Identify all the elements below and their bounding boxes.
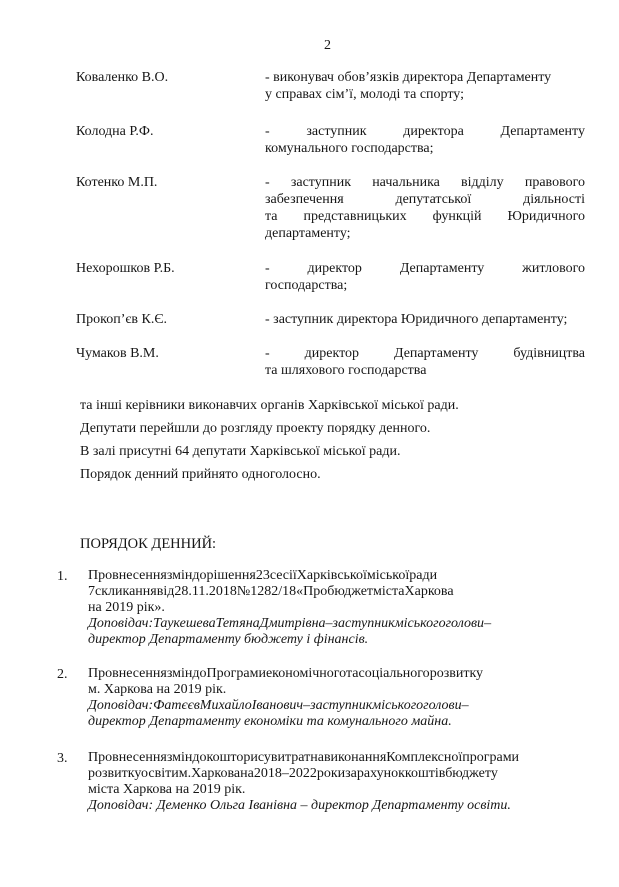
word: та: [345, 666, 359, 681]
agenda-title-line: [88, 766, 582, 782]
word: Доповідач:: [88, 616, 154, 631]
word: міського: [394, 616, 446, 631]
word: Доповідач:: [88, 698, 154, 713]
word: внесення: [112, 568, 167, 583]
word: директора: [403, 124, 464, 139]
word: освіти: [141, 766, 179, 781]
word: Харкова: [404, 584, 454, 599]
agenda-title-line: м. Харкова на 2019 рік.: [88, 682, 227, 697]
attendee-role: [265, 174, 585, 242]
agenda-item: [88, 568, 582, 648]
word: Департаменту: [399, 261, 485, 276]
word: –: [461, 698, 469, 713]
word: заступник: [290, 175, 352, 190]
word: -: [265, 261, 270, 276]
word: внесення: [112, 750, 167, 765]
word: змін: [166, 568, 193, 583]
word: бюджет: [327, 584, 374, 599]
word: розвитку: [429, 666, 484, 681]
agenda-speaker-line: [88, 698, 582, 714]
word: міської: [366, 568, 410, 583]
word: на: [240, 766, 254, 781]
paragraph: та інші керівники виконавчих органів Харківської міської ради.: [80, 398, 459, 413]
attendee-role: [265, 123, 585, 157]
agenda-item: [88, 750, 582, 814]
word: витрат: [270, 750, 311, 765]
agenda-title-line: на 2019 рік».: [88, 600, 165, 615]
word: 23: [255, 568, 270, 583]
agenda-title-line: [88, 666, 582, 682]
word: забезпечення: [265, 192, 344, 207]
word: депутатської: [395, 192, 472, 207]
word: бюджету: [445, 766, 498, 781]
agenda-item-number: 3.: [57, 751, 68, 766]
attendee-role: [265, 345, 585, 379]
word: сесії: [269, 568, 297, 583]
role-line: [265, 260, 585, 277]
agenda-speaker-line: Доповідач: Деменко Ольга Іванівна – директор Департаменту освіти.: [88, 798, 511, 813]
word: кошторису: [206, 750, 271, 765]
word: директор: [304, 346, 360, 361]
word: міста: [373, 584, 405, 599]
word: за: [345, 766, 357, 781]
word: начальника: [372, 175, 440, 190]
word: змін: [166, 666, 193, 681]
word: 28.11.2018: [174, 584, 237, 599]
agenda-speaker-line: директор Департаменту економіки та комунального майна.: [88, 714, 452, 729]
role-line: [265, 345, 585, 362]
word: 7: [88, 584, 95, 599]
word: правового: [524, 175, 585, 190]
word: функцій: [432, 209, 482, 224]
word: -: [265, 175, 270, 190]
word: будівництва: [513, 346, 585, 361]
word: Іванович: [251, 698, 304, 713]
word: на: [310, 750, 324, 765]
role-line: [265, 174, 585, 191]
agenda-item: [88, 666, 582, 730]
word: заступник: [310, 698, 373, 713]
word: представницьких: [303, 209, 407, 224]
role-line: [265, 123, 585, 140]
word: -: [265, 124, 270, 139]
word: -: [265, 346, 270, 361]
word: –: [303, 698, 311, 713]
agenda-speaker-line: директор Департаменту бюджету і фінансів.: [88, 632, 369, 647]
paragraph: Порядок денний прийнято одноголосно.: [80, 467, 321, 482]
role-line: - заступник директора Юридичного департаменту;: [265, 312, 568, 327]
word: та: [265, 209, 278, 224]
word: Харкова: [191, 766, 241, 781]
word: рішення: [206, 568, 256, 583]
word: внесення: [112, 666, 167, 681]
word: Харківської: [296, 568, 367, 583]
word: Про: [88, 666, 113, 681]
word: заступник: [332, 616, 395, 631]
word: економічного: [265, 666, 346, 681]
word: виконання: [323, 750, 387, 765]
agenda-title-line: [88, 568, 582, 584]
agenda-title-line: [88, 584, 582, 600]
role-line: комунального господарства;: [265, 141, 434, 156]
word: роки: [316, 766, 346, 781]
word: м.: [178, 766, 192, 781]
word: змін: [166, 750, 193, 765]
word: відділу: [461, 175, 504, 190]
word: Департаменту: [500, 124, 585, 139]
word: до: [192, 666, 207, 681]
word: Про: [88, 750, 113, 765]
page-number: 2: [324, 38, 331, 53]
attendee-name: Колодна Р.Ф.: [76, 124, 154, 139]
role-line: та шляхового господарства: [265, 363, 427, 378]
word: №1282/18: [236, 584, 297, 599]
agenda-speaker-line: [88, 616, 582, 632]
word: –: [325, 616, 333, 631]
word: Юридичного: [507, 209, 585, 224]
word: міського: [372, 698, 424, 713]
word: від: [156, 584, 175, 599]
role-line: - виконувач обов’язків директора Департаменту: [265, 70, 552, 85]
word: Комплексної: [386, 750, 463, 765]
agenda-title-line: [88, 750, 582, 766]
role-line: у справах сім’ї, молоді та спорту;: [265, 87, 465, 102]
word: Програми: [206, 666, 266, 681]
attendee-role: [265, 311, 585, 328]
role-line: департаменту;: [265, 226, 351, 241]
attendee-name: Нехорошков Р.Б.: [76, 261, 175, 276]
attendee-role: [265, 69, 585, 103]
word: директор: [307, 261, 362, 276]
word: голови: [445, 616, 485, 631]
word: Тетяна: [215, 616, 260, 631]
agenda-title: ПОРЯДОК ДЕННИЙ:: [80, 536, 217, 552]
word: Про: [88, 568, 113, 583]
paragraph: В залі присутні 64 депутати Харківської міської ради.: [80, 444, 401, 459]
attendee-name: Котенко М.П.: [76, 175, 158, 190]
attendee-role: [265, 260, 585, 294]
paragraph: Депутати перейшли до розгляду проекту порядку денного.: [80, 421, 431, 436]
word: заступник: [306, 124, 367, 139]
word: розвитку: [88, 766, 142, 781]
word: соціального: [358, 666, 430, 681]
agenda-item-number: 2.: [57, 667, 68, 682]
word: Департаменту: [393, 346, 479, 361]
role-line: [265, 191, 585, 208]
agenda-title-line: міста Харкова на 2019 рік.: [88, 782, 246, 797]
word: програми: [462, 750, 520, 765]
attendee-name: Чумаков В.М.: [76, 346, 159, 361]
word: рахунок: [356, 766, 405, 781]
word: до: [192, 568, 207, 583]
word: Дмитрівна: [259, 616, 326, 631]
word: житлового: [522, 261, 585, 276]
word: Фатєєв: [153, 698, 200, 713]
role-line: господарства;: [265, 278, 348, 293]
word: «Про: [296, 584, 328, 599]
word: скликання: [95, 584, 157, 599]
word: голови: [423, 698, 462, 713]
attendee-name: Коваленко В.О.: [76, 70, 169, 85]
agenda-item-number: 1.: [57, 569, 68, 584]
word: до: [192, 750, 207, 765]
word: Таукешева: [153, 616, 216, 631]
word: 2018–2022: [253, 766, 317, 781]
attendee-name: Прокоп’єв К.Є.: [76, 312, 168, 327]
word: ради: [409, 568, 438, 583]
word: –: [484, 616, 492, 631]
word: Михайло: [199, 698, 252, 713]
role-line: [265, 208, 585, 225]
word: коштів: [404, 766, 446, 781]
word: діяльності: [523, 192, 585, 207]
